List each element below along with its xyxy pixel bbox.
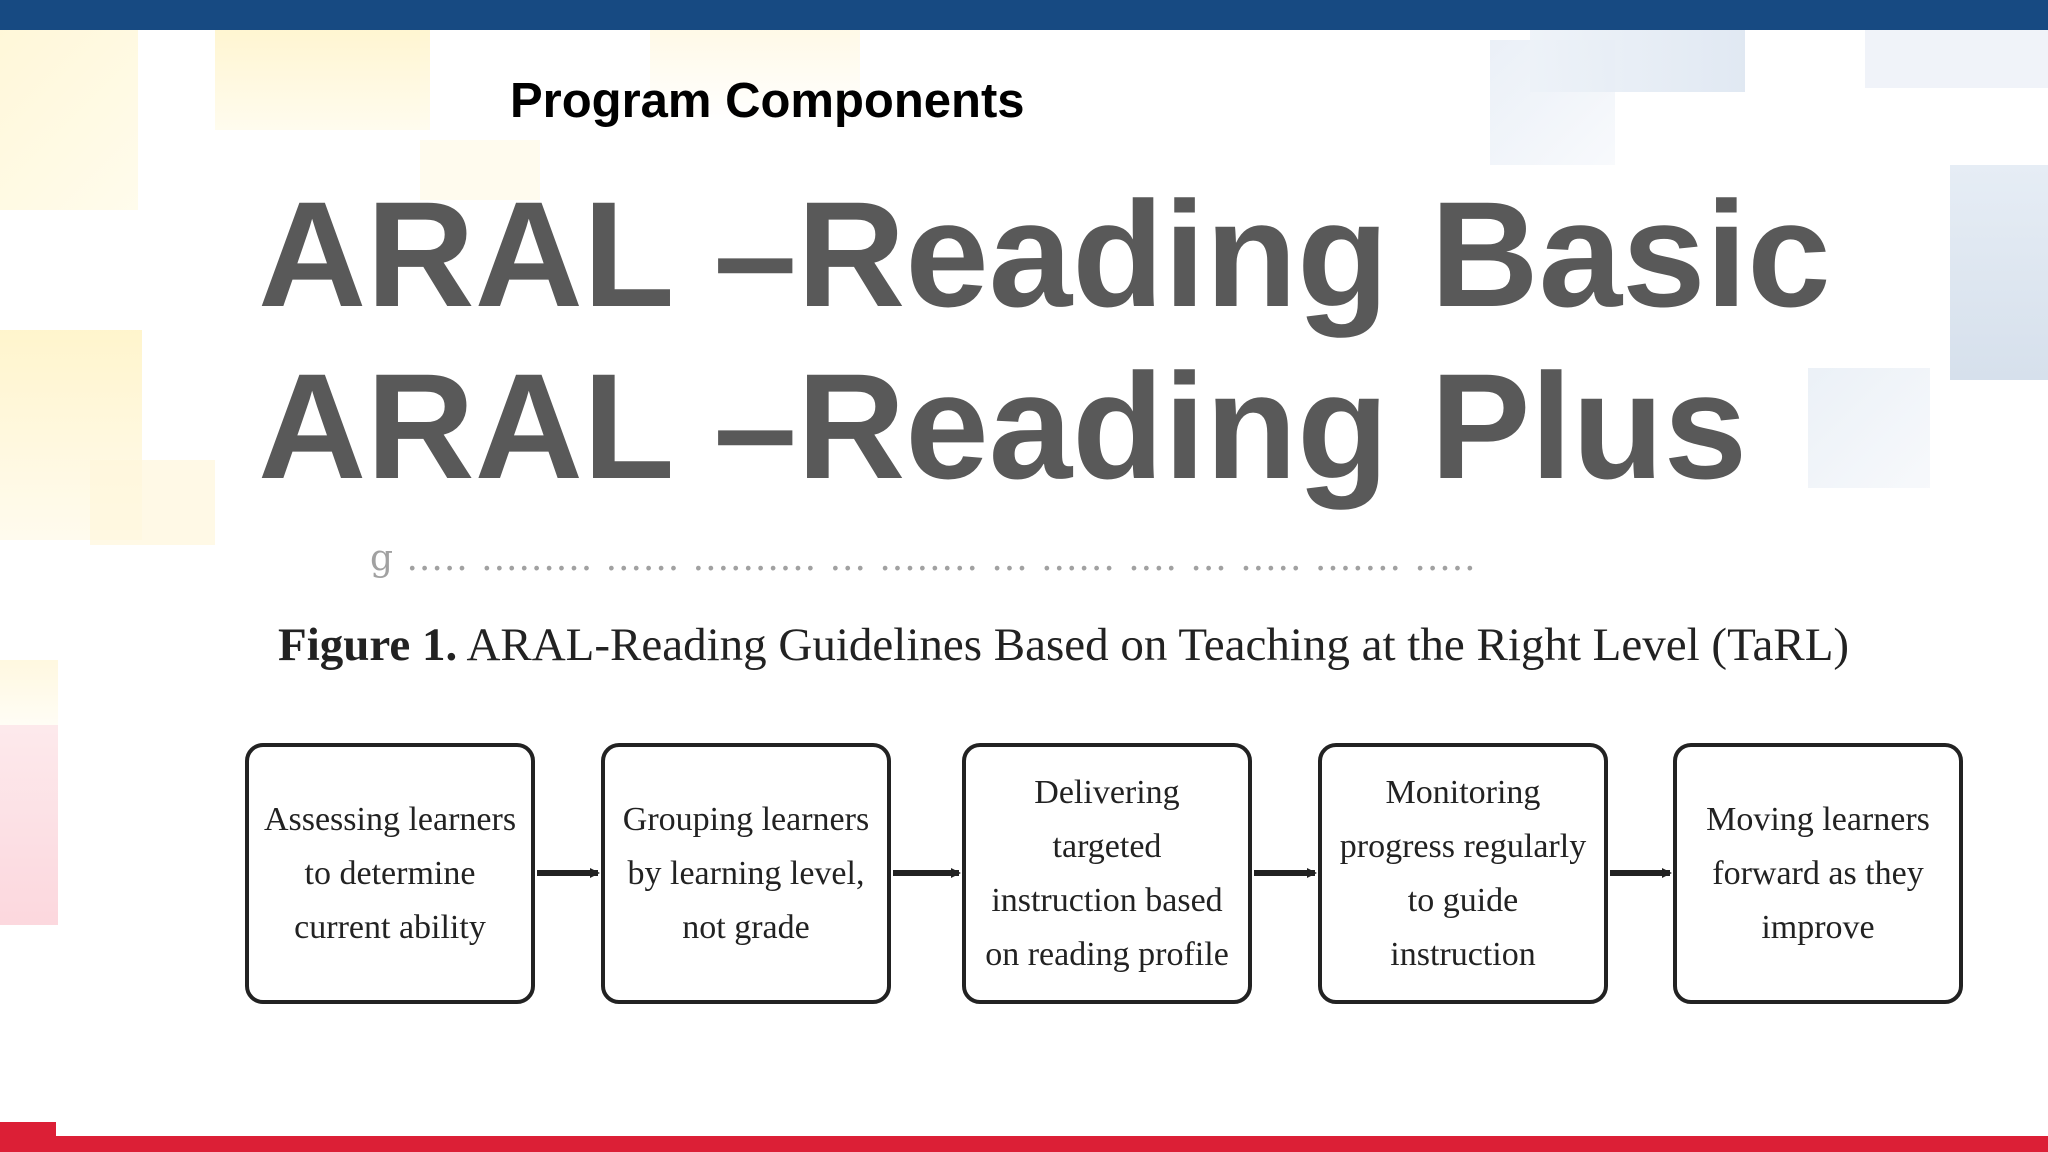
title-line-plus: ARAL –Reading Plus	[258, 342, 1748, 510]
decorative-tile	[0, 725, 58, 925]
decorative-tile	[215, 30, 430, 130]
step-move-box: Moving learners forward as they improve	[1673, 743, 1963, 1004]
decorative-tile	[1530, 30, 1745, 92]
step-group-box: Grouping learners by learning level, not grade	[601, 743, 891, 1004]
step-monitor-box: Monitoring progress regularly to guide instruction	[1318, 743, 1608, 1004]
cropped-text: g ..... ......... ...... .......... ... ........ ... ...... .... ... ..... ....... .....	[370, 538, 1477, 579]
figure-caption-text: ARAL-Reading Guidelines Based on Teaching at the Right Level (TaRL)	[466, 619, 1850, 671]
decorative-tile	[1950, 165, 2048, 380]
decorative-tile	[0, 660, 58, 730]
bottom-accent-bar	[0, 1136, 2048, 1152]
figure-number: Figure 1.	[278, 619, 458, 671]
decorative-tile	[90, 460, 215, 545]
step-assess-box: Assessing learners to determine current ability	[245, 743, 535, 1004]
step-deliver-box: Delivering targeted instruction based on reading profile	[962, 743, 1252, 1004]
figure-caption	[278, 618, 1849, 672]
decorative-tile	[0, 30, 138, 210]
title-line-basic: ARAL –Reading Basic	[258, 170, 1831, 338]
decorative-tile	[1865, 30, 2048, 88]
cropped-text-line	[370, 532, 1965, 579]
slide-title	[258, 168, 1831, 512]
section-label: Program Components	[510, 74, 1025, 128]
top-accent-bar	[0, 0, 2048, 30]
